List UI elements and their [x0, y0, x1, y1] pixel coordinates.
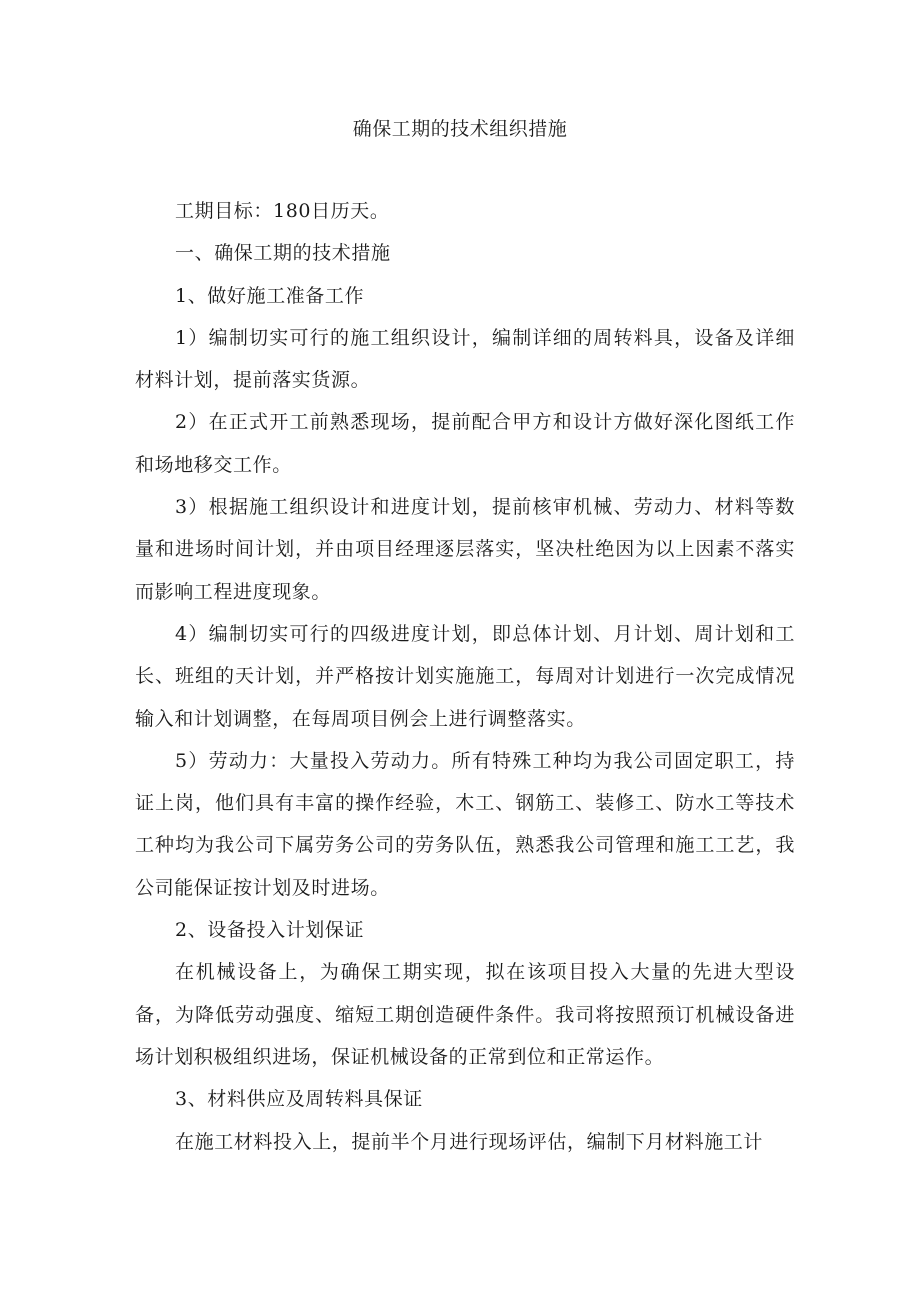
document-title: 确保工期的技术组织措施: [352, 118, 568, 140]
document-body: [135, 190, 795, 1163]
heading-materials: 3、材料供应及周转料具保证: [175, 1088, 423, 1111]
paragraph-item-4: 4）编制切实可行的四级进度计划，即总体计划、月计划、周计划和工长、班组的天计划，并严格按计划实施施工，每周对计划进行一次完成情况输入和计划调整，在每周项目例会上进行调整落实。: [135, 622, 795, 730]
heading-equipment: 2、设备投入计划保证: [175, 919, 365, 942]
paragraph-equipment: 在机械设备上，为确保工期实现，拟在该项目投入大量的先进大型设备，为降低劳动强度、缩短工期创造硬件条件。我司将按照预订机械设备进场计划积极组织进场，保证机械设备的正常到位和正常运作。: [135, 961, 795, 1068]
paragraph-materials: 在施工材料投入上，提前半个月进行现场评估，编制下月材料施工计: [175, 1130, 764, 1153]
heading-technical-measures: 一、确保工期的技术措施: [175, 242, 391, 265]
heading-preparation: 1、做好施工准备工作: [175, 284, 365, 307]
paragraph-item-1: 1）编制切实可行的施工组织设计，编制详细的周转料具，设备及详细材料计划，提前落实货源。: [135, 326, 795, 392]
paragraph-schedule-target: 工期目标：180日历天。: [175, 200, 390, 222]
paragraph-item-5: 5）劳动力：大量投入劳动力。所有特殊工种均为我公司固定职工，持证上岗，他们具有丰富的操作经验，木工、钢筋工、装修工、防水工等技术工种均为我公司下属劳务公司的劳务队伍，熟悉我公司管理和施工工艺，我公司能保证按计划及时进场。: [135, 749, 795, 899]
paragraph-item-2: 2）在正式开工前熟悉现场，提前配合甲方和设计方做好深化图纸工作和场地移交工作。: [135, 411, 795, 476]
paragraph-item-3: 3）根据施工组织设计和进度计划，提前核审机械、劳动力、材料等数量和进场时间计划，并由项目经理逐层落实，坚决杜绝因为以上因素不落实而影响工程进度现象。: [135, 496, 795, 603]
